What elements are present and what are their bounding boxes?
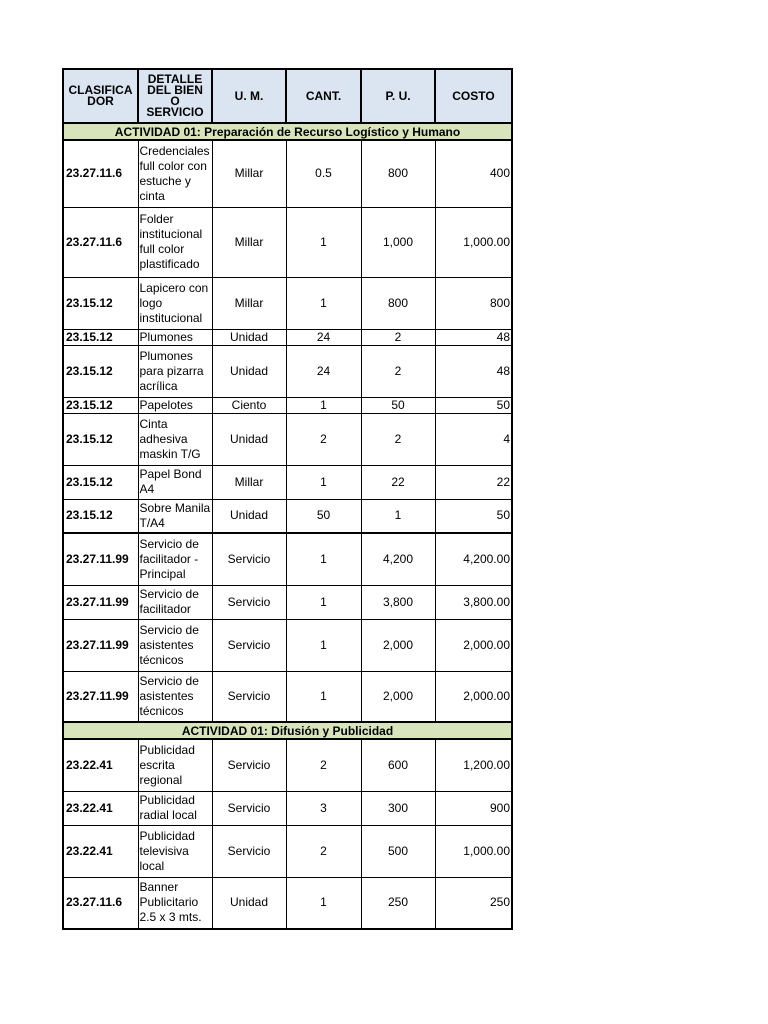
cell-detalle: Servicio de facilitador [138,585,212,619]
cell-pu: 4,200 [361,533,435,585]
cell-detalle: Publicidad escrita regional [138,739,212,791]
table-row [63,671,512,722]
table-row [63,345,512,397]
cell-um: Millar [212,277,286,329]
cell-um: Unidad [212,345,286,397]
cell-clasificador: 23.15.12 [63,397,138,413]
cell-um: Millar [212,465,286,499]
cell-costo: 4 [435,413,512,465]
cell-detalle: Servicio de asistentes técnicos [138,671,212,722]
cell-detalle: Cinta adhesiva maskin T/G [138,413,212,465]
cell-um: Servicio [212,791,286,825]
cell-detalle: Papel Bond A4 [138,465,212,499]
cell-cant: 3 [286,791,361,825]
cell-um: Ciento [212,397,286,413]
cell-clasificador: 23.15.12 [63,277,138,329]
table-row [63,739,512,791]
cell-pu: 1 [361,499,435,533]
cell-costo: 250 [435,877,512,929]
section-header [63,123,512,140]
cell-cant: 1 [286,533,361,585]
cell-detalle: Servicio de asistentes técnicos [138,619,212,671]
cell-costo: 900 [435,791,512,825]
header-pu: P. U. [361,69,435,123]
budget-table [62,68,513,930]
cell-cant: 1 [286,277,361,329]
cell-clasificador: 23.27.11.6 [63,140,138,207]
cell-costo: 48 [435,329,512,345]
table-row [63,277,512,329]
cell-costo: 3,800.00 [435,585,512,619]
cell-costo: 1,200.00 [435,739,512,791]
table-row [63,619,512,671]
cell-cant: 1 [286,619,361,671]
header-cant: CANT. [286,69,361,123]
cell-costo: 1,000.00 [435,207,512,277]
cell-cant: 1 [286,397,361,413]
cell-cant: 24 [286,329,361,345]
table-row [63,329,512,345]
cell-detalle: Servicio de facilitador - Principal [138,533,212,585]
cell-pu: 2,000 [361,671,435,722]
table-row [63,533,512,585]
cell-detalle: Papelotes [138,397,212,413]
header-row [63,69,512,123]
table-row [63,585,512,619]
section-title: ACTIVIDAD 01: Preparación de Recurso Logístico y Humano [63,123,512,140]
cell-costo: 1,000.00 [435,825,512,877]
cell-pu: 500 [361,825,435,877]
cell-pu: 2 [361,413,435,465]
header-um: U. M. [212,69,286,123]
cell-costo: 400 [435,140,512,207]
cell-um: Unidad [212,877,286,929]
cell-cant: 24 [286,345,361,397]
cell-clasificador: 23.22.41 [63,739,138,791]
cell-cant: 1 [286,671,361,722]
cell-detalle: Publicidad radial local [138,791,212,825]
cell-cant: 2 [286,413,361,465]
cell-clasificador: 23.27.11.99 [63,585,138,619]
cell-cant: 1 [286,585,361,619]
table-row [63,499,512,533]
cell-cant: 2 [286,825,361,877]
cell-um: Servicio [212,671,286,722]
cell-pu: 300 [361,791,435,825]
cell-costo: 22 [435,465,512,499]
cell-pu: 250 [361,877,435,929]
cell-pu: 600 [361,739,435,791]
cell-um: Millar [212,207,286,277]
cell-cant: 0.5 [286,140,361,207]
cell-detalle: Publicidad televisiva local [138,825,212,877]
cell-costo: 800 [435,277,512,329]
cell-clasificador: 23.27.11.99 [63,533,138,585]
cell-clasificador: 23.22.41 [63,825,138,877]
cell-cant: 1 [286,207,361,277]
cell-costo: 2,000.00 [435,671,512,722]
cell-detalle: Lapicero con logo institucional [138,277,212,329]
cell-um: Millar [212,140,286,207]
header-clasificador: CLASIFICA DOR [63,69,138,123]
cell-pu: 1,000 [361,207,435,277]
cell-costo: 48 [435,345,512,397]
cell-pu: 800 [361,277,435,329]
cell-cant: 1 [286,877,361,929]
cell-um: Servicio [212,619,286,671]
cell-pu: 800 [361,140,435,207]
cell-um: Servicio [212,825,286,877]
table-row [63,465,512,499]
cell-clasificador: 23.15.12 [63,465,138,499]
cell-costo: 50 [435,499,512,533]
cell-detalle: Sobre Manila T/A4 [138,499,212,533]
cell-detalle: Folder institucional full color plastificado [138,207,212,277]
cell-costo: 2,000.00 [435,619,512,671]
cell-cant: 50 [286,499,361,533]
cell-um: Unidad [212,329,286,345]
header-costo: COSTO [435,69,512,123]
cell-pu: 3,800 [361,585,435,619]
cell-um: Servicio [212,585,286,619]
cell-detalle: Plumones [138,329,212,345]
cell-um: Servicio [212,533,286,585]
cell-pu: 22 [361,465,435,499]
table-row [63,397,512,413]
cell-clasificador: 23.27.11.6 [63,877,138,929]
cell-detalle: Plumones para pizarra acrílica [138,345,212,397]
cell-clasificador: 23.15.12 [63,329,138,345]
cell-clasificador: 23.15.12 [63,345,138,397]
cell-um: Unidad [212,413,286,465]
cell-detalle: Banner Publicitario 2.5 x 3 mts. [138,877,212,929]
cell-clasificador: 23.27.11.6 [63,207,138,277]
cell-um: Servicio [212,739,286,791]
section-title: ACTIVIDAD 01: Difusión y Publicidad [63,722,512,739]
cell-pu: 50 [361,397,435,413]
table-row [63,140,512,207]
header-detalle: DETALLE DEL BIEN O SERVICIO [138,69,212,123]
cell-pu: 2 [361,345,435,397]
table-row [63,877,512,929]
table-row [63,207,512,277]
cell-pu: 2,000 [361,619,435,671]
table-row [63,791,512,825]
cell-costo: 50 [435,397,512,413]
cell-clasificador: 23.15.12 [63,413,138,465]
cell-clasificador: 23.15.12 [63,499,138,533]
cell-costo: 4,200.00 [435,533,512,585]
cell-cant: 1 [286,465,361,499]
cell-cant: 2 [286,739,361,791]
cell-clasificador: 23.27.11.99 [63,671,138,722]
cell-detalle: Credenciales full color con estuche y cinta [138,140,212,207]
table-row [63,413,512,465]
cell-um: Unidad [212,499,286,533]
cell-clasificador: 23.27.11.99 [63,619,138,671]
cell-clasificador: 23.22.41 [63,791,138,825]
table-row [63,825,512,877]
cell-pu: 2 [361,329,435,345]
section-header [63,722,512,739]
